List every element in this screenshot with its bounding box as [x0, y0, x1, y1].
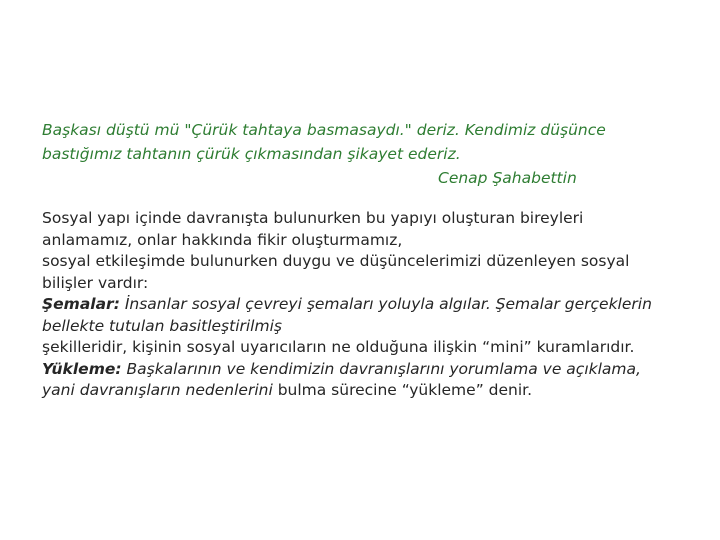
schema-definition-line-2: bellekte tutulan basitleştirilmiş — [42, 316, 282, 335]
body-line-4: bilişler vardır: — [42, 273, 149, 292]
body-line-1: Sosyal yapı içinde davranışta bulunurken bu yapıyı oluşturan bireyleri — [42, 209, 584, 227]
body-paragraph — [42, 208, 692, 402]
attribution-term: Yükleme: — [42, 359, 122, 378]
attribution-italic-phrase: yani davranışların nedenlerini — [42, 381, 273, 399]
attribution-definition: Başkalarının ve kendimizin davranışlarını yorumlama ve açıklama, — [121, 359, 641, 378]
quote-line-1: Başkası düştü mü "Çürük tahtaya basmasaydı." deriz. Kendimiz düşünce — [42, 121, 606, 139]
schema-definition-line-1 — [42, 294, 692, 316]
attribution-definition-line-2 — [42, 380, 692, 402]
epigraph-quote — [42, 118, 682, 190]
attribution-definition-line-1 — [42, 359, 692, 381]
schema-definition-line-3: şekilleridir, kişinin sosyal uyarıcıların ne olduğuna ilişkin “mini” kuramlarıdır. — [42, 338, 635, 356]
schema-definition: İnsanlar sosyal çevreyi şemaları yoluyla algılar. Şemalar gerçeklerin — [119, 295, 652, 313]
schema-term: Şemalar: — [42, 295, 120, 313]
body-line-3: sosyal etkileşimde bulunurken duygu ve düşüncelerimizi düzenleyen sosyal — [42, 252, 630, 270]
quote-author: Cenap Şahabettin — [438, 169, 577, 187]
quote-line-2: bastığımız tahtanın çürük çıkmasından şikayet ederiz. — [42, 145, 461, 163]
attribution-rest: bulma sürecine “yükleme” denir. — [272, 381, 533, 399]
body-line-2: anlamamız, onlar hakkında fikir oluşturmamız, — [42, 230, 403, 249]
